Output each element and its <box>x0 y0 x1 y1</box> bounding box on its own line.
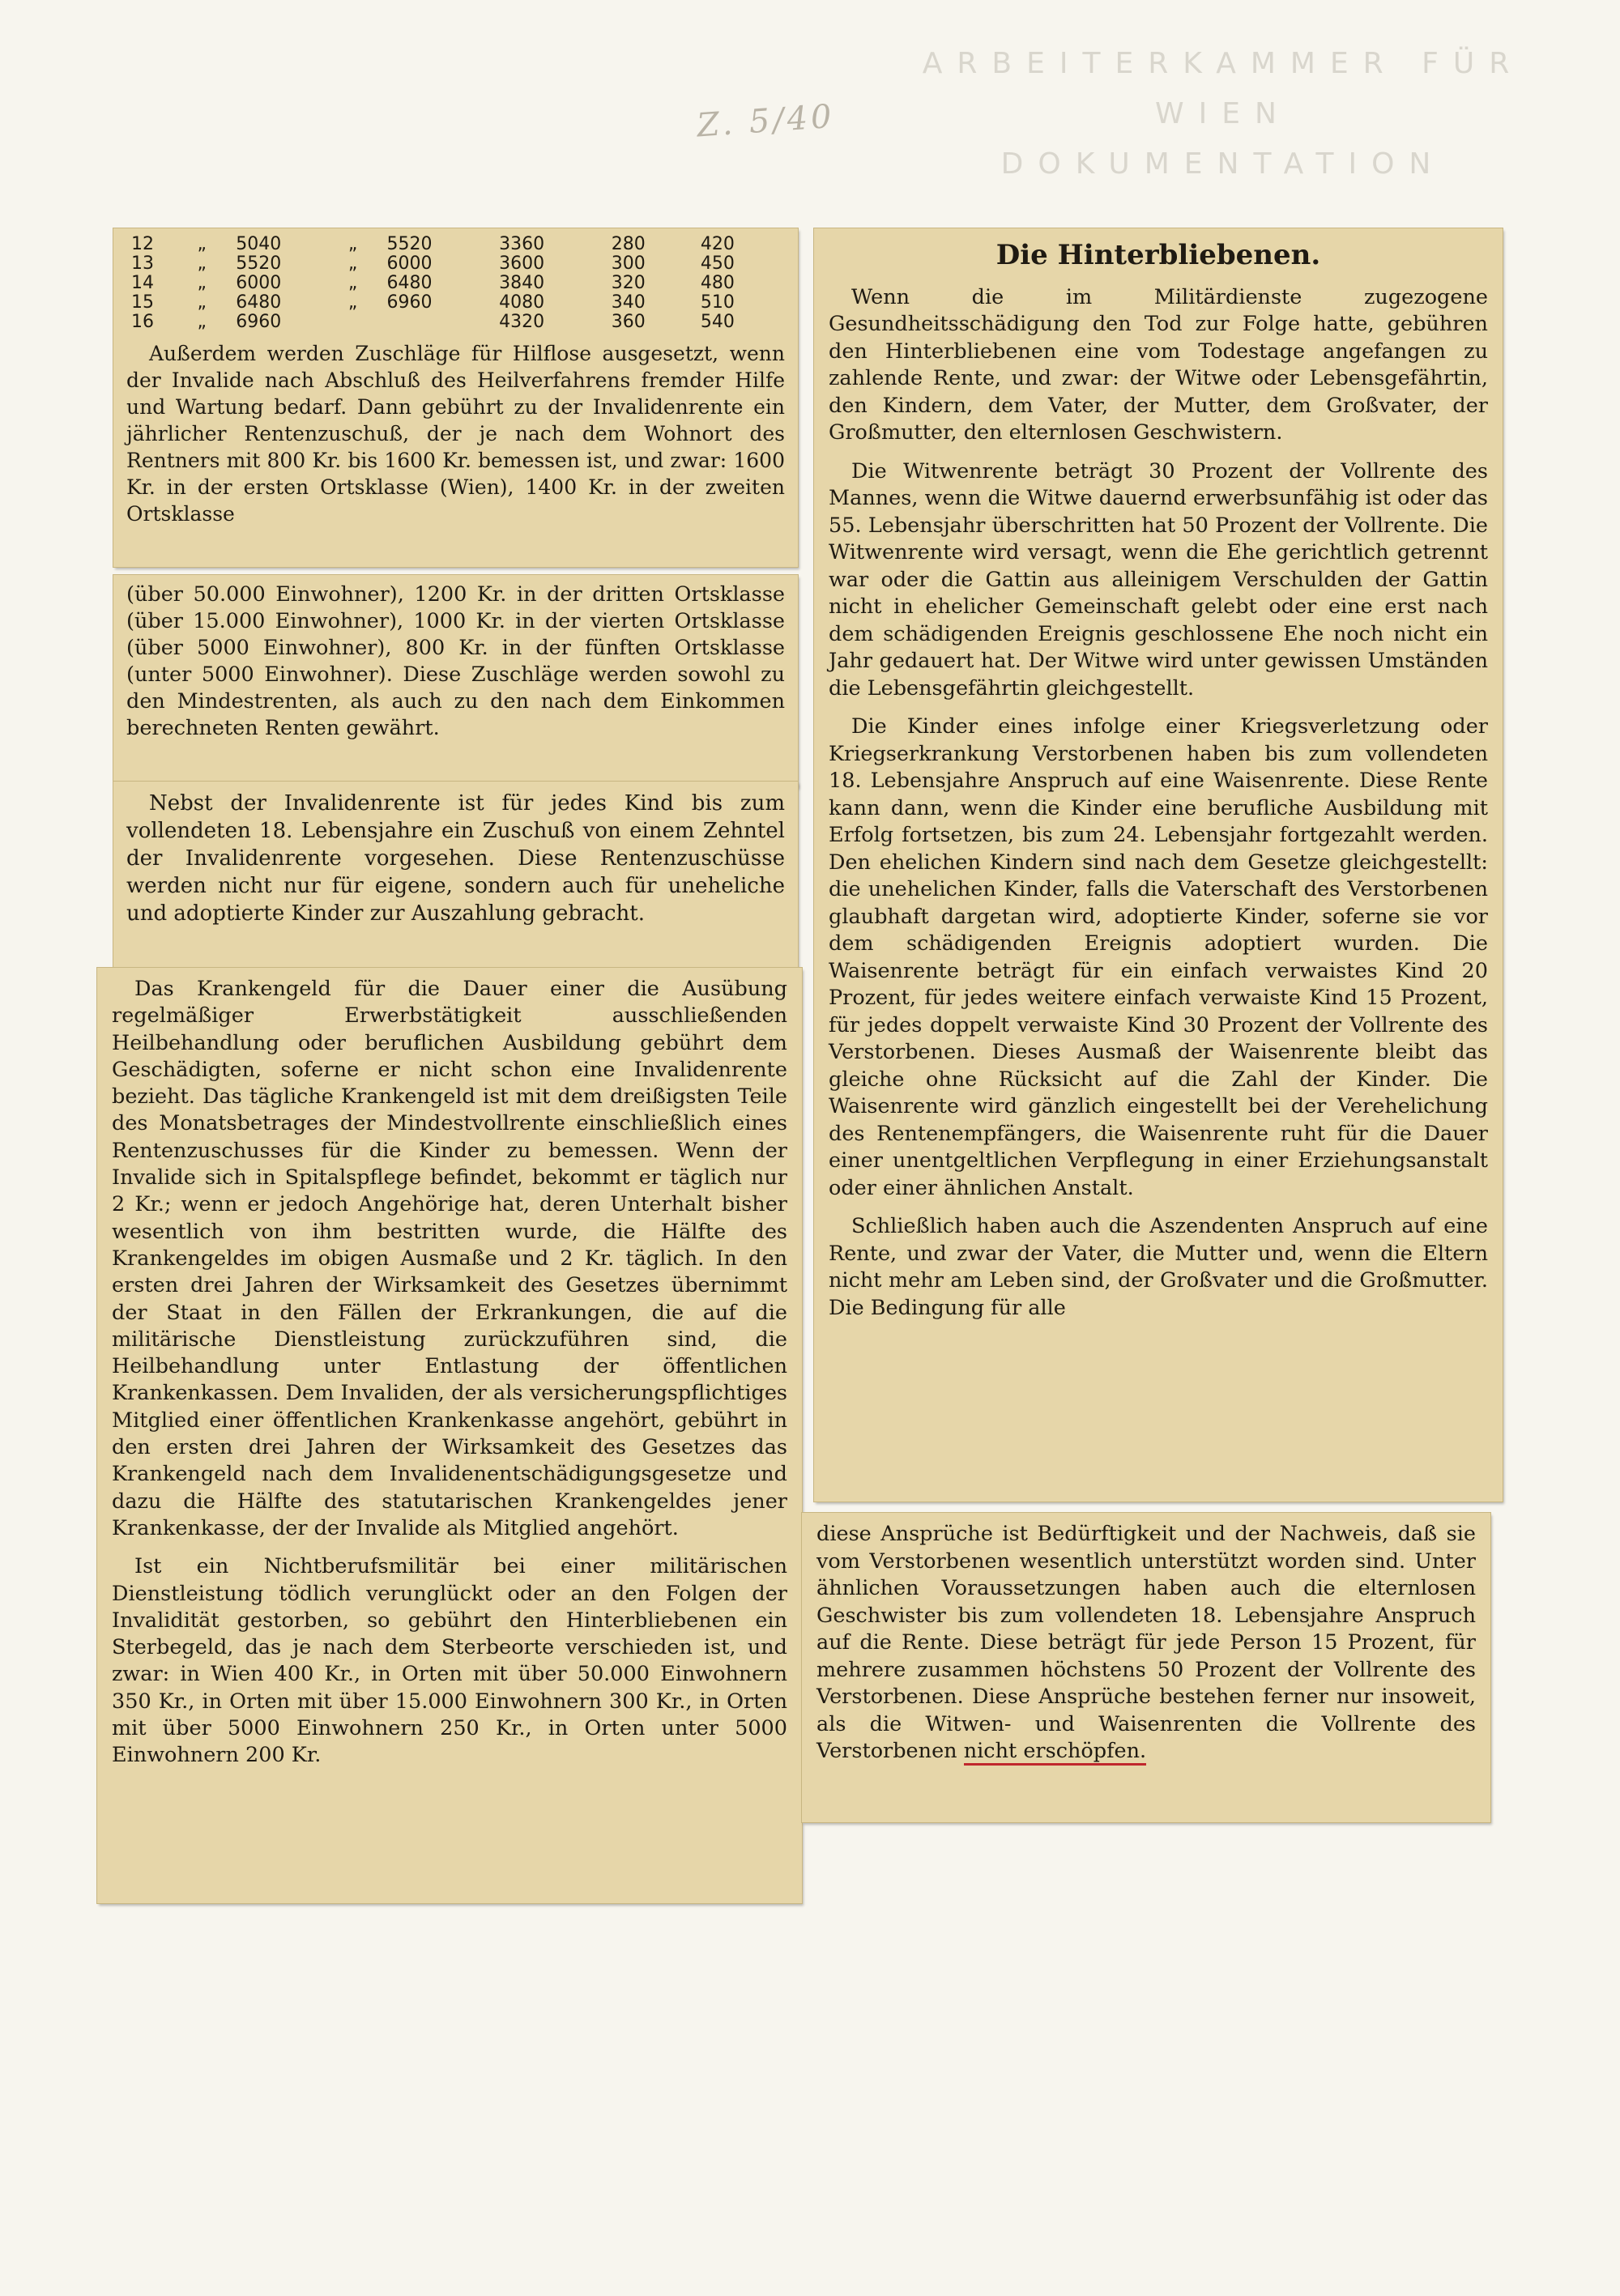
clipping-left-top <box>113 228 798 567</box>
rate-cell: 6000 <box>386 253 433 274</box>
paragraph-geschwister-text: diese Ansprüche ist Bedürftigkeit und der Nachweis, daß sie vom Verstorbenen wesentlich unterstützt worden sind. Unter ähnlichen Voraussetzungen haben auch die elternlosen Geschwister bis zum vollendeten 18. Lebensjahre Anspruch auf die Rente. Diese beträgt für jede Person 15 Prozent, für mehrere zusammen höchstens 50 Prozent der Vollrente des Verstorbenen. Diese Ansprüche bestehen ferner nur insoweit, als die Witwen- und Waisenrenten die Vollrente des Verstorbenen <box>816 1522 1476 1763</box>
rate-cell: 3360 <box>499 234 545 254</box>
rate-cell: 6480 <box>386 273 433 293</box>
paragraph-krankengeld: Das Krankengeld für die Dauer einer die Ausübung regelmäßiger Erwerbstätigkeit ausschließenden Heilbehandlung oder beruflichen Ausbildung gebührt dem Geschädigten, soferne er nicht schon eine Invalidenrente bezieht. Das tägliche Krankengeld ist mit dem dreißigsten Teile des Monatsbetrages der Mindestvollrente einschließlich eines Rentenzuschusses für die Kinder zu bemessen. Wenn der Invalide sich in Spitalspflege befindet, bekommt er täglich nur 2 Kr.; wenn er jedoch Angehörige hat, deren Unterhalt bisher wesentlich von ihm bestritten wurde, die Hälfte des Krankengeldes im obigen Ausmaße und 2 Kr. täglich. In den ersten drei Jahren der Wirksamkeit des Gesetzes übernimmt der Staat in den Fällen der Erkrankungen, die auf die militärische Dienstleistung zurückzuführen sind, die Heilbehandlung unter Entlastung der öffentlichen Krankenkassen. Dem Invaliden, der als versicherungspflichtiges Mitglied einer öffentlichen Krankenkasse angehört, gebührt in den ersten drei Jahren der Wirksamkeit des Gesetzes das Krankengeld nach dem Invalidenentschädigungsgesetze und dazu die Hälfte des statutarischen Krankengeldes jener Krankenkasse, der der Invalide als Mitglied angehört. <box>112 977 787 1540</box>
clipping-left-kinder <box>113 782 798 968</box>
rate-cell: 300 <box>611 253 646 274</box>
paragraph-kinder-zuschuss: Nebst der Invalidenrente ist für jedes Kind bis zum vollendeten 18. Lebensjahre ein Zuschuß von einem Zehntel der Invalidenrente vorgesehen. Diese Rentenzuschüsse werden nicht nur für eigene, sondern auch für uneheliche und adoptierte Kinder zur Auszahlung gebracht. <box>126 791 785 926</box>
rate-cell: 6000 <box>236 273 282 293</box>
stamp-line-2: DOKUMENTATION <box>1000 147 1446 181</box>
paragraph-waisenrente: Die Kinder eines infolge einer Kriegsverletzung oder Kriegserkrankung Verstorbenen haben bis zum vollendeten 18. Lebensjahre Anspruch auf eine Waisenrente. Diese Rente kann dann, wenn die Kinder eine berufliche Ausbildung mit Erfolg fortsetzen, bis zum 24. Lebensjahr fortgezahlt werden. Den ehelichen Kindern sind nach dem Gesetze gleichgestellt: die unehelichen Kinder, falls die Vaterschaft des Verstorbenen glaubhaft dargetan wird, adoptierte Kinder, soferne sie vor dem schädigenden Ereignis adoptiert wurden. Die Waisenrente beträgt für ein einfach verwaistes Kind 20 Prozent, für jedes weitere einfach verwaiste Kind 15 Prozent, für jedes doppelt verwaiste Kind 30 Prozent der Vollrente des Verstorbenen. Dieses Ausmaß der Waisenrente bleibt das gleiche ohne Rücksicht auf die Zahl der Kinder. Die Waisenrente wird gänzlich eingestellt bei der Verehelichung des Rentenempfängers, die Waisenrente ruht für die Dauer einer unentgeltlichen Verpflegung in einer Erziehungsanstalt oder einer ähnlichen Anstalt. <box>829 714 1488 1200</box>
rate-cell: „ <box>347 253 358 274</box>
rate-cell: 4320 <box>499 312 545 332</box>
rate-cell: 320 <box>611 273 646 293</box>
rate-cell: „ <box>197 273 207 293</box>
rate-cell: „ <box>347 234 358 254</box>
rate-cell: 360 <box>611 312 646 332</box>
rate-row <box>126 313 785 332</box>
paragraph-ortsklassen: (über 50.000 Einwohner), 1200 Kr. in der dritten Ortsklasse (über 15.000 Einwohner), 1000 Kr. in der vierten Ortsklasse (über 5000 Einwohner), 800 Kr. in der fünften Ortsklasse (unter 5000 Einwohner). Diese Zuschläge werden sowohl zu den Mindestrenten, als auch zu den nach dem Einkommen berechneten Renten gewährt. <box>126 582 785 740</box>
paragraph-geschwister <box>816 1521 1476 1766</box>
rate-table <box>126 235 785 332</box>
clipping-left-krankengeld <box>97 968 802 1903</box>
rate-row <box>126 293 785 313</box>
rate-cell: 4080 <box>499 292 545 313</box>
rate-cell: 3600 <box>499 253 545 274</box>
rate-cell: 6480 <box>236 292 282 313</box>
rate-cell: 12 <box>131 234 154 254</box>
rate-cell: 480 <box>700 273 735 293</box>
rate-cell: 15 <box>131 292 154 313</box>
rate-cell: 14 <box>131 273 154 293</box>
rate-cell: „ <box>347 273 358 293</box>
paragraph-sterbegeld: Ist ein Nichtberufsmilitär bei einer militärischen Dienstleistung tödlich verunglückt oder an den Folgen der Invalidität gestorben, so gebührt den Hinterbliebenen ein Sterbegeld, das je nach dem Sterbeorte verschieden ist, und zwar: in Wien 400 Kr., in Orten mit über 50.000 Einwohnern 350 Kr., in Orten mit über 15.000 Einwohnern 300 Kr., in Orten mit über 5000 Einwohnern 250 Kr., in Orten unter 5000 Einwohnern 200 Kr. <box>112 1554 787 1768</box>
paragraph-aszendenten: Schließlich haben auch die Aszendenten Anspruch auf eine Rente, und zwar der Vater, die Mutter und, wenn die Eltern nicht mehr am Leben sind, der Großvater und die Großmutter. Die Bedingung für alle <box>829 1214 1488 1320</box>
rate-cell: 280 <box>611 234 646 254</box>
rate-cell: „ <box>197 253 207 274</box>
paragraph-zuschlaege: Außerdem werden Zuschläge für Hilflose ausgesetzt, wenn der Invalide nach Abschluß des Heilverfahrens fremder Hilfe und Wartung bedarf. Dann gebührt zu der Invalidenrente ein jährlicher Rentenzuschuß, der je nach dem Wohnort des Rentners mit 800 Kr. bis 1600 Kr. bemessen ist, und zwar: 1600 Kr. in der ersten Ortsklasse (Wien), 1400 Kr. in der zweiten Ortsklasse <box>126 342 785 526</box>
rate-cell: 6960 <box>386 292 433 313</box>
rate-row <box>126 235 785 254</box>
rate-cell: 5520 <box>386 234 433 254</box>
rate-cell: „ <box>197 234 207 254</box>
article-heading: Die Hinterbliebenen. <box>995 239 1321 271</box>
rate-cell: 16 <box>131 312 154 332</box>
rate-cell: 540 <box>700 312 735 332</box>
rate-cell: 510 <box>700 292 735 313</box>
rate-row <box>126 254 785 274</box>
rate-cell: 3840 <box>499 273 545 293</box>
handwritten-note: Z. 5/40 <box>695 97 836 145</box>
rate-cell <box>382 313 495 332</box>
rate-cell: „ <box>347 292 358 313</box>
rate-cell: 6960 <box>236 312 282 332</box>
rate-cell: 5520 <box>236 253 282 274</box>
rate-cell: 13 <box>131 253 154 274</box>
stamp-line-1: ARBEITERKAMMER FÜR WIEN <box>922 47 1524 130</box>
rate-cell: 5040 <box>236 234 282 254</box>
rate-cell: „ <box>197 292 207 313</box>
clipping-right-hinterbliebene <box>814 228 1503 1502</box>
rate-cell <box>343 313 382 332</box>
rate-row <box>126 274 785 293</box>
rate-cell: 450 <box>700 253 735 274</box>
paragraph-geschwister-end: nicht erschöpfen. <box>964 1739 1146 1766</box>
rate-cell: 420 <box>700 234 735 254</box>
clipping-left-middle <box>113 575 798 787</box>
clipping-right-bottom <box>802 1513 1490 1822</box>
rate-cell: 340 <box>611 292 646 313</box>
rate-cell: „ <box>197 312 207 332</box>
paragraph-witwenrente: Die Witwenrente beträgt 30 Prozent der Vollrente des Mannes, wenn die Witwe dauernd erwerbsunfähig ist oder das 55. Lebensjahr überschritten hat 50 Prozent der Vollrente. Die Witwenrente wird versagt, wenn die Ehe gerichtlich getrennt war oder die Gattin aus alleinigem Verschulden der Gattin nicht in ehelicher Gemeinschaft gelebt oder eine erst nach dem schädigenden Ereignis geschlossene Ehe noch nicht ein Jahr gedauert hat. Der Witwe wird unter gewissen Umständen die Lebensgefährtin gleichgestellt. <box>829 458 1488 701</box>
paragraph-hinterbliebene: Wenn die im Militärdienste zugezogene Gesundheitsschädigung den Tod zur Folge hatte, gebühren den Hinterbliebenen eine vom Todestage angefangen zu zahlende Rente, und zwar: der Witwe oder Lebensgefährtin, den Kindern, dem Vater, der Mutter, dem Großvater, der Großmutter, den elternlosen Geschwistern. <box>829 284 1488 445</box>
